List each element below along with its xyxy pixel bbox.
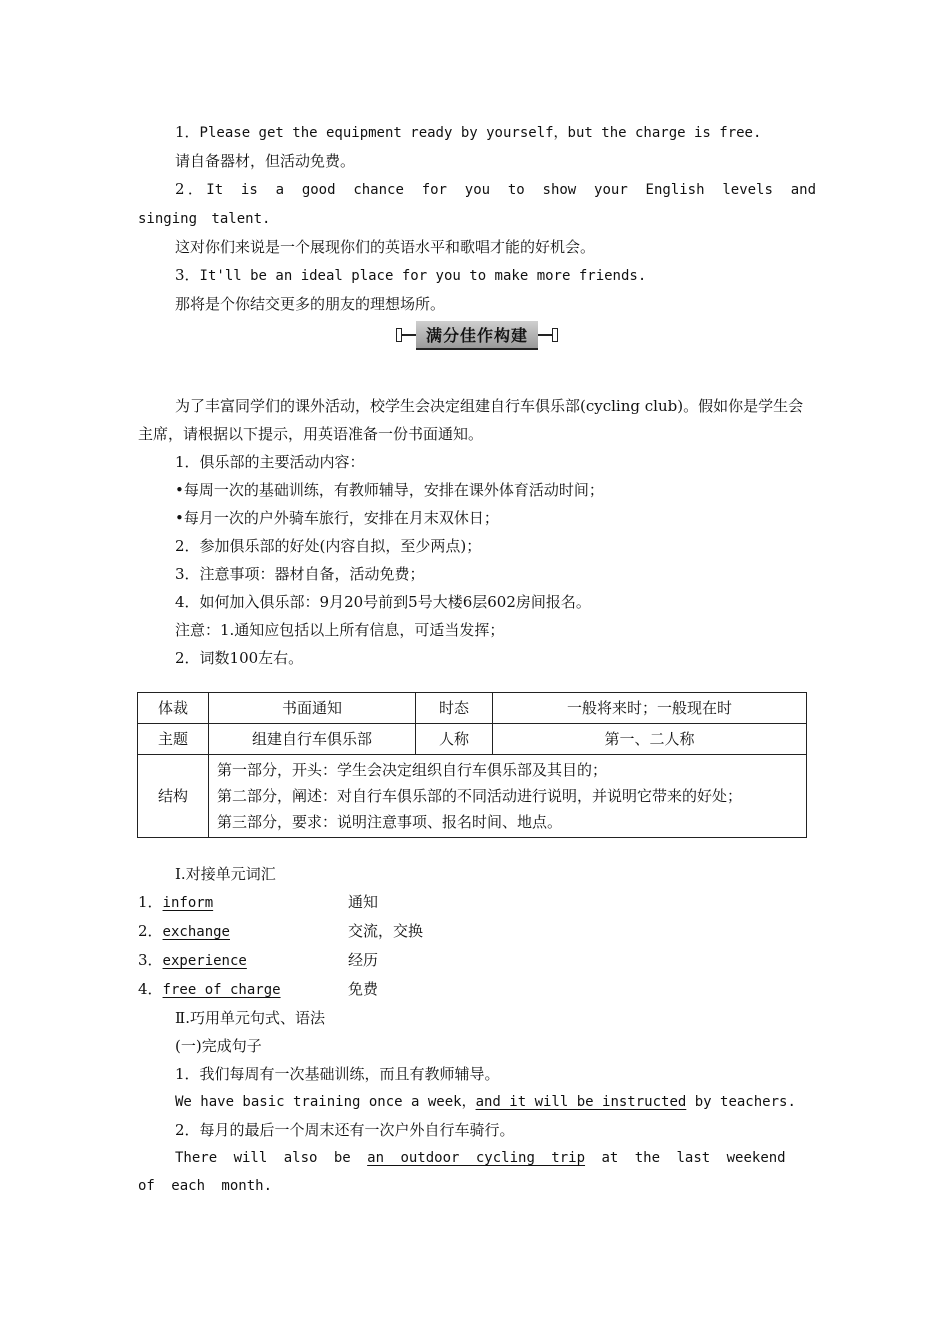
table-row xyxy=(138,693,807,724)
table-row xyxy=(138,724,807,755)
topic-label: 主题 xyxy=(138,724,209,755)
banner-right-rule xyxy=(538,334,552,336)
complete-1-zh: 1．我们每周有一次基础训练，而且有教师辅导。 xyxy=(175,1065,500,1083)
structure-value xyxy=(209,755,807,838)
sentence-1-zh: 请自备器材，但活动免费。 xyxy=(175,152,356,170)
vocab-item: 3．experience 经历 xyxy=(138,951,379,969)
topic-value: 组建自行车俱乐部 xyxy=(209,724,416,755)
vocab-item: 4．free of charge 免费 xyxy=(138,980,379,998)
sentence-3-zh: 那将是个你结交更多的朋友的理想场所。 xyxy=(175,295,446,313)
person-value: 第一、二人称 xyxy=(493,724,807,755)
structure-line: 第三部分，要求：说明注意事项、报名时间、地点。 xyxy=(217,813,563,831)
task-line: •每周一次的基础训练，有教师辅导，安排在课外体育活动时间； xyxy=(175,481,604,499)
sub-heading: (一)完成句子 xyxy=(175,1037,262,1055)
vocab-item: 2．exchange 交流，交换 xyxy=(138,922,424,940)
task-line: 1．俱乐部的主要活动内容： xyxy=(175,453,365,471)
analysis-table xyxy=(137,692,807,838)
vocab-item: 1．inform 通知 xyxy=(138,893,379,911)
structure-line: 第一部分，开头：学生会决定组织自行车俱乐部及其目的； xyxy=(217,761,608,779)
task-line: 2．参加俱乐部的好处(内容自拟，至少两点)； xyxy=(175,537,482,555)
person-label: 人称 xyxy=(416,724,493,755)
sentence-1-en: 1．Please get the equipment ready by yourself，but the charge is free. xyxy=(175,123,762,141)
sentence-2-zh: 这对你们来说是一个展现你们的英语水平和歌唱才能的好机会。 xyxy=(175,238,596,256)
grammar-heading: Ⅱ.巧用单元句式、语法 xyxy=(175,1009,325,1027)
section-banner xyxy=(138,318,816,352)
complete-1-en: We have basic training once a week，and it will be instructed by teachers. xyxy=(175,1094,796,1110)
sentence-3-en: 3．It'll be an ideal place for you to make more friends. xyxy=(175,266,647,284)
document-page xyxy=(138,118,816,1200)
task-line: 4．如何加入俱乐部：9月20号前到5号大楼6层602房间报名。 xyxy=(175,593,591,611)
answer-blank: an outdoor cycling trip xyxy=(367,1150,586,1166)
structure-line: 第二部分，阐述：对自行车俱乐部的不同活动进行说明，并说明它带来的好处； xyxy=(217,787,743,805)
genre-value: 书面通知 xyxy=(209,693,416,724)
answer-blank: and it will be instructed xyxy=(475,1094,687,1110)
genre-label: 体裁 xyxy=(138,693,209,724)
task-line: 3．注意事项：器材自备，活动免费； xyxy=(175,565,425,583)
structure-label: 结构 xyxy=(138,755,209,838)
task-line: •每月一次的户外骑车旅行，安排在月末双休日； xyxy=(175,509,499,527)
tense-label: 时态 xyxy=(416,693,493,724)
tense-value: 一般将来时；一般现在时 xyxy=(493,693,807,724)
complete-2-zh: 2．每月的最后一个周末还有一次户外自行车骑行。 xyxy=(175,1121,515,1139)
task-line: 注意：1.通知应包括以上所有信息，可适当发挥； xyxy=(175,621,505,639)
complete-2-en: There will also be an outdoor cycling trip at the last weekend of each month. xyxy=(138,1150,786,1194)
banner-left-rule xyxy=(402,334,416,336)
vocab-heading: Ⅰ.对接单元词汇 xyxy=(175,865,276,883)
sentence-2-en: 2．It is a good chance for you to show your English levels and singing talent. xyxy=(138,180,816,227)
task-paragraph: 为了丰富同学们的课外活动，校学生会决定组建自行车俱乐部(cycling club)。假如你是学生会主席，请根据以下提示，用英语准备一份书面通知。 xyxy=(138,397,804,443)
banner-title: 满分佳作构建 xyxy=(416,321,538,350)
banner-right-bracket xyxy=(552,328,558,342)
table-row xyxy=(138,755,807,838)
task-line: 2．词数100左右。 xyxy=(175,649,304,667)
